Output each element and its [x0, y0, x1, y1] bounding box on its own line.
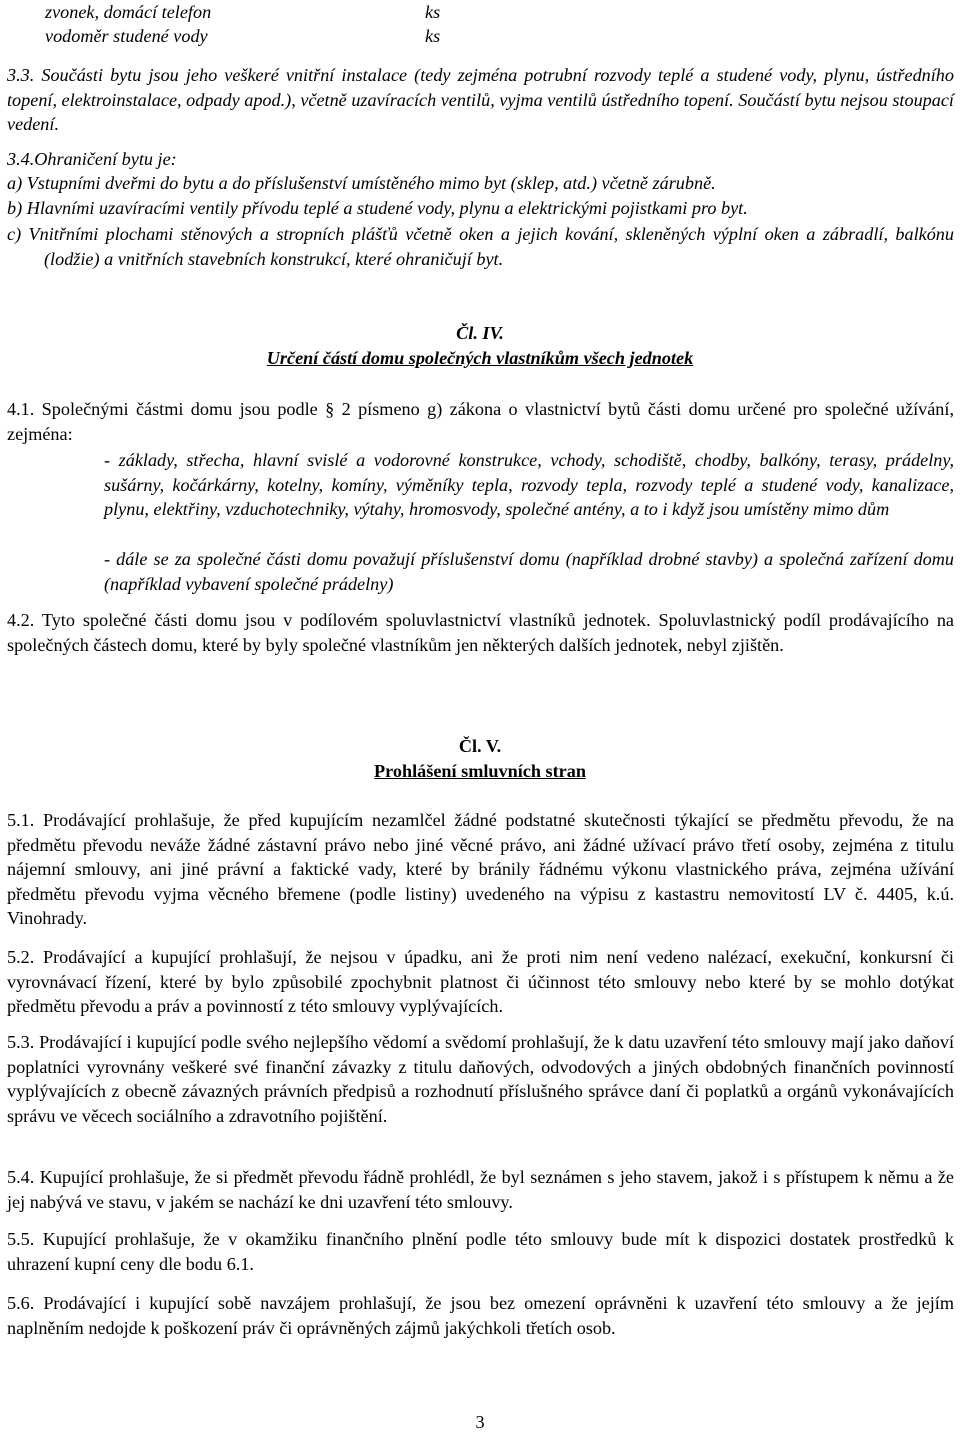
paragraph-4-1-list-1: - základy, střecha, hlavní svislé a vodorovné konstrukce, vchody, schodiště, chodby, balkóny, terasy, prádelny, sušárny, kočárkárny, kotelny, komíny, výměníky tepla, rozvody tepla, rozvody teplé a studené vody, kanalizace, plynu, elektřiny, vzduchotechniky, výtahy, hromosvody, společné antény, a to i když jsou umístěny mimo dům [104, 450, 954, 519]
list-item-unit: ks [425, 2, 441, 22]
article-5-number: Čl. V. [458, 736, 502, 756]
paragraph-3-4-intro: 3.4.Ohraničení bytu je: [7, 149, 177, 169]
paragraph-4-1-list-2: - dále se za společné části domu považují příslušenství domu (například drobné stavby) a společná zařízení domu (například vybavení společné prádelny) [104, 549, 954, 594]
paragraph-5-1: 5.1. Prodávající prohlašuje, že před kupujícím nezamlčel žádné podstatné skutečnosti týkající se předmětu převodu, že na předmětu převodu neváže žádné zástavní právo nebo jiné věcné právo, ani žádné užívací právo třetí osoby, zejména z titulu nájemní smlouvy, ani jiné právní a faktické vady, které by bránily řádnému výkonu vlastnického práva, zejména užívání předmětu převodu vyjma věcného břemene (podle listiny) uvedeného na výpisu z kastastru nemovitostí LV č. 4405, k.ú. Vinohrady. [7, 810, 954, 928]
list-item-3-4-a: a) Vstupními dveřmi do bytu a do příslušenství umístěného mimo byt (sklep, atd.) včetně zárubně. [7, 173, 716, 193]
paragraph-5-4: 5.4. Kupující prohlašuje, že si předmět převodu řádně prohlédl, že byl seznámen s jeho stavem, jakož i s přístupem k němu a že jej nabývá ve stavu, v jakém se nachází ke dni uzavření této smlouvy. [7, 1167, 954, 1212]
list-item-3-4-b: b) Hlavními uzavíracími ventily přívodu teplé a studené vody, plynu a elektrickými pojistkami pro byt. [7, 198, 748, 218]
paragraph-3-3: 3.3. Součásti bytu jsou jeho veškeré vnitřní instalace (tedy zejména potrubní rozvody teplé a studené vody, plynu, ústředního topení, elektroinstalace, odpady apod.), včetně uzavíracích ventilů, vyjma ventilů ústředního topení. Součástí bytu nejsou stoupací vedení. [7, 65, 954, 134]
paragraph-5-6: 5.6. Prodávající i kupující sobě navzájem prohlašují, že jsou bez omezení oprávněni k uzavření této smlouvy a že jejím naplněním nedojde k poškození práv či oprávněných zájmů jakýchkoli třetích osob. [7, 1293, 954, 1338]
list-item-label: zvonek, domácí telefon [45, 2, 212, 22]
list-item-unit: ks [425, 26, 441, 46]
article-4-number: Čl. IV. [456, 323, 504, 343]
paragraph-5-2: 5.2. Prodávající a kupující prohlašují, že nejsou v úpadku, ani že proti nim není vedeno nalézací, exekuční, konkursní či vyrovnávací řízení, které by bylo způsobilé zpochybnit platnost či účinnost této smlouvy nebo které by se mohlo dotýkat předmětu převodu a práv a povinností z této smlouvy vyplývajících. [7, 947, 954, 1016]
page-number: 3 [475, 1412, 485, 1432]
paragraph-5-3: 5.3. Prodávající i kupující podle svého nejlepšího vědomí a svědomí prohlašují, že k datu uzavření této smlouvy mají jako daňoví poplatníci vyrovnány veškeré své finanční závazky z titulu daňových, odvodových a jiných obdobných finančních povinností vyplývajících z obecně závazných právních předpisů a rozhodnutí příslušného správce daní či poplatků a orgánů vykonávajících správu ve věcech sociálního a zdravotního pojištění. [7, 1032, 954, 1126]
list-item-3-4-c: c) Vnitřními plochami stěnových a stropních plášťů včetně oken a jejich kování, skleněných výplní oken a zábradlí, balkónu (lodžie) a vnitřních stavebních konstrukcí, které ohraničují byt. [7, 224, 954, 269]
article-4-title: Určení částí domu společných vlastníkům všech jednotek [266, 348, 694, 368]
article-5-title: Prohlášení smluvních stran [374, 761, 586, 781]
list-item-label: vodoměr studené vody [45, 26, 208, 46]
paragraph-5-5: 5.5. Kupující prohlašuje, že v okamžiku finančního plnění podle této smlouvy bude mít k dispozici dostatek prostředků k uhrazení kupní ceny dle bodu 6.1. [7, 1229, 954, 1274]
paragraph-4-2: 4.2. Tyto společné části domu jsou v podílovém spoluvlastnictví vlastníků jednotek. Spoluvlastnický podíl prodávajícího na společných částech domu, které by byly společné vlastníkům jen některých dalších jednotek, nebyl zjištěn. [7, 610, 954, 655]
paragraph-4-1: 4.1. Společnými částmi domu jsou podle § 2 písmeno g) zákona o vlastnictví bytů části domu určené pro společné užívání, zejména: [7, 399, 954, 444]
